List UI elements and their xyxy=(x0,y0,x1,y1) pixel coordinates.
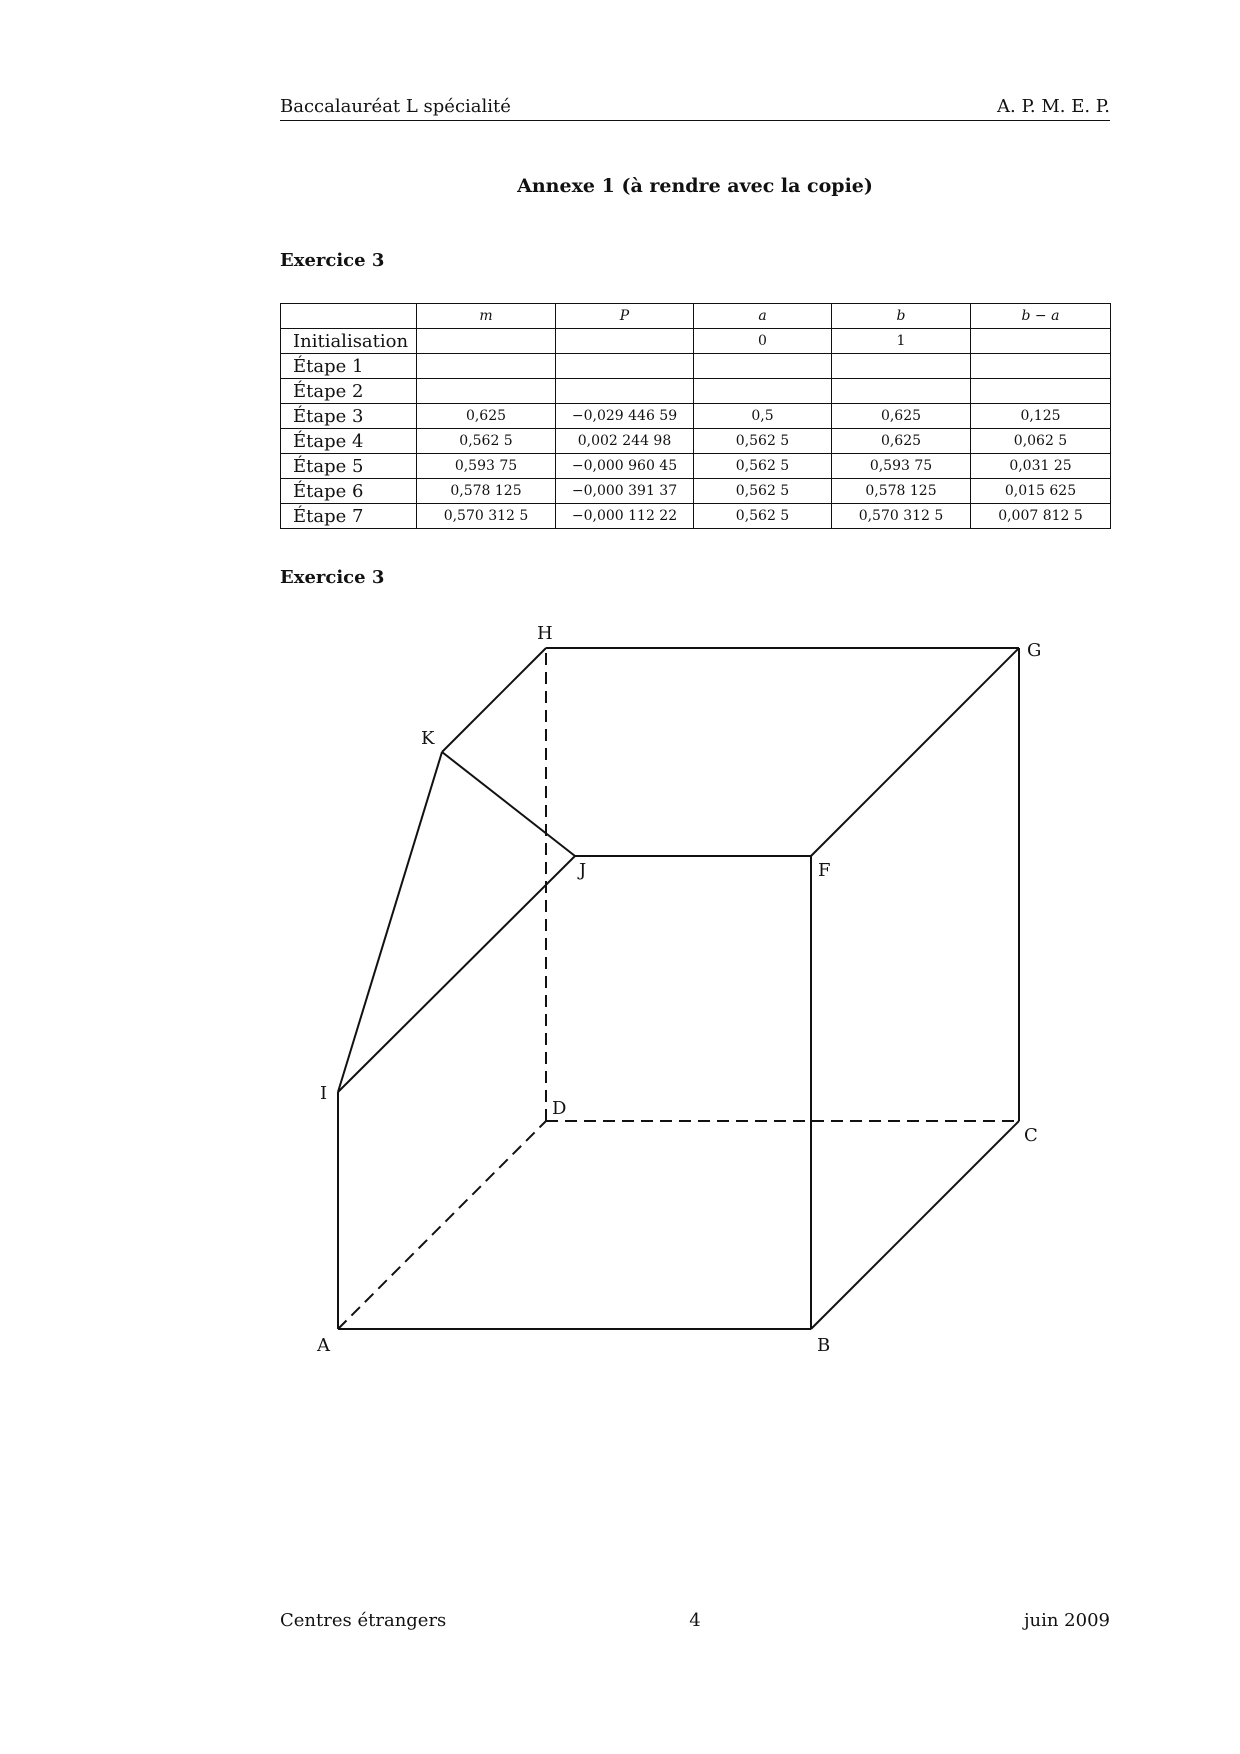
table-row-label: Initialisation xyxy=(281,329,417,354)
vertex-label-C: C xyxy=(1024,1125,1038,1146)
table-cell: 0,578 125 xyxy=(417,479,556,504)
vertex-label-B: B xyxy=(817,1335,831,1356)
header-right-text: A. P. M. E. P. xyxy=(997,96,1110,117)
vertex-label-H: H xyxy=(537,623,553,644)
table-header-cell: b − a xyxy=(971,304,1111,329)
table-cell: 0,562 5 xyxy=(694,504,832,529)
footer-left-text: Centres étrangers xyxy=(280,1610,447,1631)
edge-FG xyxy=(811,648,1019,856)
table-row-label: Étape 3 xyxy=(281,404,417,429)
table-header-cell: m xyxy=(417,304,556,329)
table-header-cell: a xyxy=(694,304,832,329)
table-cell: 0,570 312 5 xyxy=(417,504,556,529)
table-cell: 0,031 25 xyxy=(971,454,1111,479)
header-left-text: Baccalauréat L spécialité xyxy=(280,96,511,117)
table-row-label: Étape 5 xyxy=(281,454,417,479)
table-cell: 1 xyxy=(832,329,971,354)
table-row-label: Étape 2 xyxy=(281,379,417,404)
table-cell: 0,625 xyxy=(417,404,556,429)
table-cell: 0,562 5 xyxy=(694,479,832,504)
table-cell: −0,029 446 59 xyxy=(556,404,694,429)
table-cell: 0,562 5 xyxy=(694,429,832,454)
table-row-label: Étape 6 xyxy=(281,479,417,504)
vertex-label-A: A xyxy=(317,1335,330,1356)
edge-HK xyxy=(442,648,546,752)
table-header-cell: P xyxy=(556,304,694,329)
table-cell: −0,000 391 37 xyxy=(556,479,694,504)
table-cell: −0,000 112 22 xyxy=(556,504,694,529)
table-header-cell: b xyxy=(832,304,971,329)
table-cell: 0,593 75 xyxy=(832,454,971,479)
table-row-label: Étape 7 xyxy=(281,504,417,529)
table-cell: 0,002 244 98 xyxy=(556,429,694,454)
table-cell: 0,015 625 xyxy=(971,479,1111,504)
footer-right-text: juin 2009 xyxy=(1023,1610,1110,1631)
edge-KJ xyxy=(442,752,575,856)
table-cell: 0,570 312 5 xyxy=(832,504,971,529)
table-cell: 0,562 5 xyxy=(417,429,556,454)
table-cell: 0,062 5 xyxy=(971,429,1111,454)
table-cell: 0,578 125 xyxy=(832,479,971,504)
annex-title: Annexe 1 (à rendre avec la copie) xyxy=(517,175,873,197)
vertex-label-G: G xyxy=(1027,640,1042,661)
table-row-label: Étape 4 xyxy=(281,429,417,454)
table-cell: 0,125 xyxy=(971,404,1111,429)
table-cell: 0,5 xyxy=(694,404,832,429)
vertex-label-K: K xyxy=(421,728,435,749)
table-row-label: Étape 1 xyxy=(281,354,417,379)
table-cell: 0,593 75 xyxy=(417,454,556,479)
edge-BC xyxy=(811,1121,1019,1329)
table-cell: −0,000 960 45 xyxy=(556,454,694,479)
section-heading-2: Exercice 3 xyxy=(280,567,385,588)
page-footer xyxy=(280,1610,1110,1634)
vertex-label-I: I xyxy=(320,1083,328,1104)
vertex-label-J: J xyxy=(579,860,587,881)
table-cell: 0,625 xyxy=(832,404,971,429)
vertex-label-D: D xyxy=(552,1098,567,1119)
table-cell: 0,625 xyxy=(832,429,971,454)
table-cell: 0,007 812 5 xyxy=(971,504,1111,529)
page-number: 4 xyxy=(689,1610,701,1631)
hidden-edge-AD xyxy=(338,1121,546,1329)
section-heading-1: Exercice 3 xyxy=(280,250,385,271)
table-cell: 0,562 5 xyxy=(694,454,832,479)
vertex-label-F: F xyxy=(818,860,831,881)
table-cell: 0 xyxy=(694,329,832,354)
